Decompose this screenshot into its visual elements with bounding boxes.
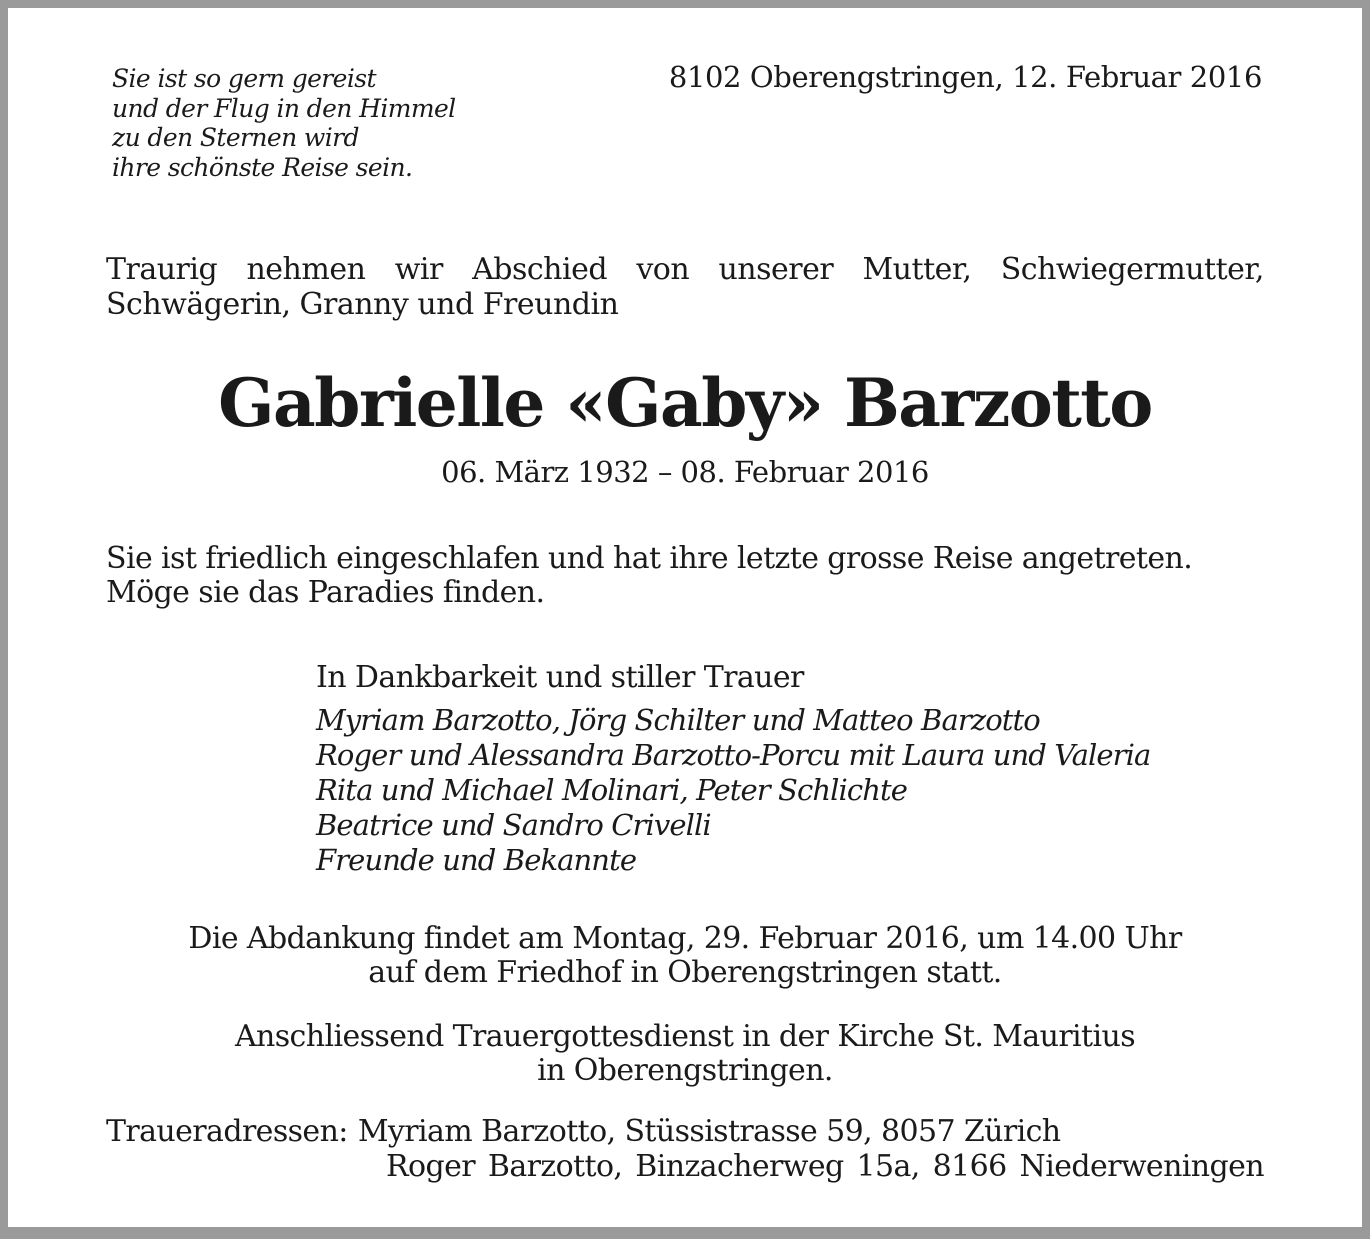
poem-line: Sie ist so gern gereist: [112, 64, 376, 93]
intro-word: Abschied: [472, 252, 608, 287]
mourners-heading: In Dankbarkeit und stiller Trauer: [316, 660, 804, 695]
intro-line-2: Schwägerin, Granny und Freundin: [106, 287, 619, 322]
addresses-label: Traueradressen:: [106, 1114, 348, 1149]
mourner-line: Freunde und Bekannte: [316, 843, 637, 877]
mourner-line: Rita und Michael Molinari, Peter Schlichte: [316, 773, 908, 807]
intro-word: nehmen: [246, 252, 366, 287]
poem-line: zu den Sternen wird: [112, 123, 359, 152]
mourner-line: Roger und Alessandra Barzotto-Porcu mit Laura und Valeria: [316, 738, 1151, 772]
intro-line-1: [106, 252, 1264, 287]
lifespan-dates: 06. März 1932 – 08. Februar 2016: [441, 455, 929, 489]
poem-line: ihre schönste Reise sein.: [112, 152, 413, 182]
mourners-block: [316, 660, 1150, 878]
intro-word: von: [636, 252, 690, 287]
intro-word: Mutter,: [862, 252, 972, 287]
service-line: Anschliessend Trauergottesdienst in der Kirche St. Mauritius: [234, 1019, 1136, 1054]
statement: [106, 542, 1192, 610]
place-and-date: 8102 Oberengstringen, 12. Februar 2016: [668, 60, 1262, 94]
statement-line: Möge sie das Paradies finden.: [106, 575, 545, 610]
deceased-name: Gabrielle «Gaby» Barzotto: [218, 364, 1152, 442]
service-info: [8, 1020, 1362, 1088]
address-row-1: [106, 1114, 1264, 1149]
statement-line: Sie ist friedlich eingeschlafen und hat ihre letzte grosse Reise angetreten.: [106, 541, 1193, 576]
intro-word: Schwiegermutter,: [1000, 252, 1264, 287]
address-second: Roger Barzotto, Binzacherweg 15a, 8166 Niederweningen: [386, 1149, 1264, 1184]
poem: [112, 64, 456, 182]
ceremony-info: [8, 922, 1362, 990]
mourner-line: Myriam Barzotto, Jörg Schilter und Matteo Barzotto: [316, 703, 1040, 737]
address-first: Myriam Barzotto, Stüssistrasse 59, 8057 Zürich: [357, 1114, 1061, 1149]
mourning-addresses: [106, 1114, 1264, 1184]
mourner-line: Beatrice und Sandro Crivelli: [316, 808, 711, 842]
intro-text: [106, 252, 1264, 322]
intro-word: Traurig: [106, 252, 218, 287]
service-line: in Oberengstringen.: [537, 1053, 833, 1088]
ceremony-line: Die Abdankung findet am Montag, 29. Februar 2016, um 14.00 Uhr: [188, 921, 1182, 956]
obituary-notice: [8, 8, 1362, 1227]
intro-word: unserer: [718, 252, 834, 287]
intro-word: wir: [394, 252, 443, 287]
mourners-list: [316, 703, 1150, 878]
ceremony-line: auf dem Friedhof in Oberengstringen statt.: [368, 955, 1002, 990]
poem-line: und der Flug in den Himmel: [112, 93, 456, 123]
